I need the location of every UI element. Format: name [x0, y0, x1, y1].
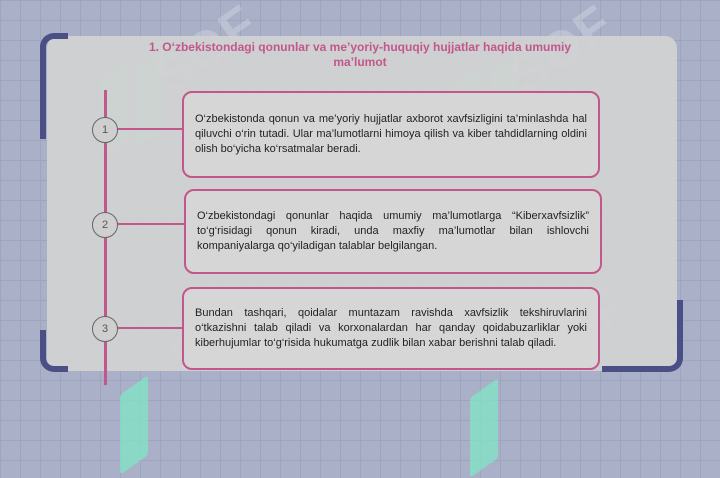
- info-text-2: O‘zbekistondagi qonunlar haqida umumiy ma’lumotlarga “Kiberxavfsizlik” to‘g‘risidagi qonun kiradi, unda maxfiy ma’lumotlar bilan ishlovchi kompaniyalarga qo‘yiladigan talablar belgilangan.: [197, 210, 589, 252]
- frame-corner-top-left: [40, 33, 68, 139]
- step-number-2: 2: [92, 212, 118, 238]
- frame-corner-bottom-left: [40, 330, 68, 372]
- info-box-2: [184, 189, 602, 274]
- step-number-3: 3: [92, 316, 118, 342]
- step-number-1: 1: [92, 117, 118, 143]
- info-text-3: Bundan tashqari, qoidalar muntazam ravishda xavfsizlik tekshiruvlarini o‘tkazishni talab qiladi va korxonalardan har qanday qoidabuzarliklar yoki kiberhujumlar to‘g‘risida hukumatga zudlik bilan xabar berishni talab qiladi.: [195, 307, 587, 349]
- info-text-1: O‘zbekistonda qonun va me’yoriy hujjatlar axborot xavfsizligini ta’minlashda hal qiluvchi o‘rin tutadi. Ular ma’lumotlarni himoya qilish va kiber tahdidlarning oldini olish bo‘yicha ko‘rsatmalar beradi.: [195, 113, 587, 155]
- frame-corner-bottom-right: [602, 300, 683, 372]
- slide-title: 1. O‘zbekistondagi qonunlar va me’yoriy-huquqiy hujjatlar haqida umumiy ma’lumot: [148, 40, 572, 69]
- info-box-3: [182, 287, 600, 370]
- info-box-1: [182, 91, 600, 178]
